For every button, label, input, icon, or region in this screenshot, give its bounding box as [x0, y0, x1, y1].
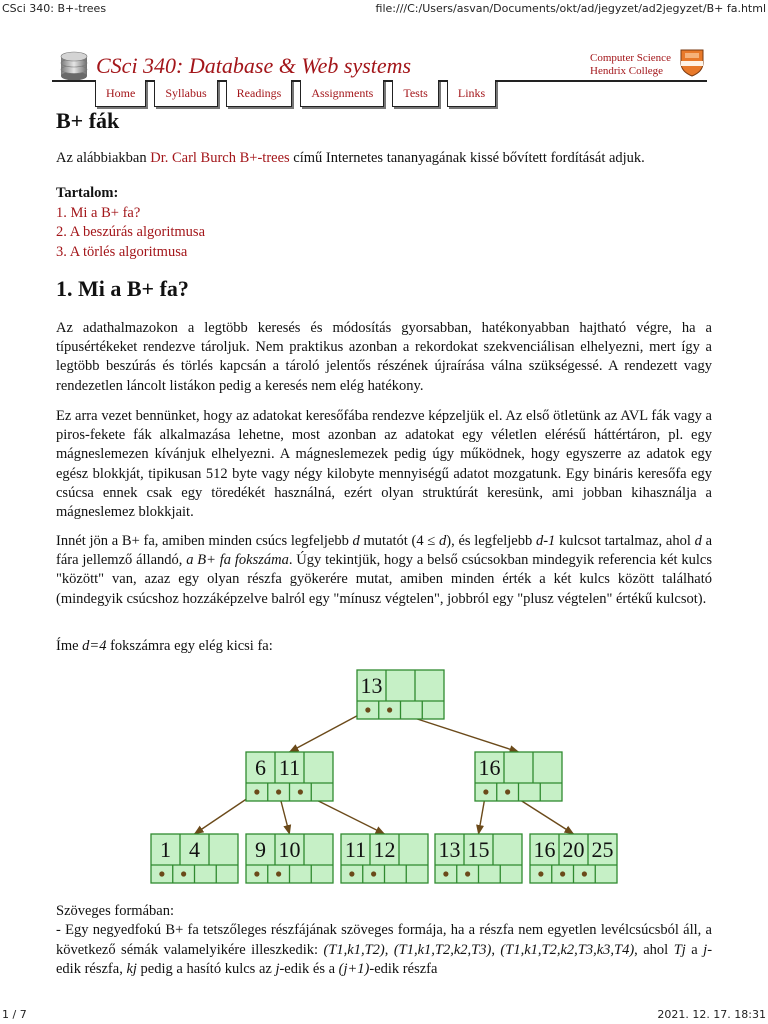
college-info — [590, 52, 671, 78]
main-nav — [95, 80, 496, 108]
course-code: CSci 340: — [96, 53, 184, 78]
p3-d1: d — [352, 533, 360, 549]
leaf-node-1-pointer-1 — [181, 871, 186, 876]
leaf-node-2-key-1: 10 — [278, 837, 301, 862]
leaf-node-3-pointer-1 — [371, 871, 376, 876]
root-node-pointer-1 — [387, 707, 392, 712]
p5-j2: j — [275, 961, 280, 978]
leaf-node-3 — [341, 834, 428, 883]
leaf-node-2-pointer-0 — [254, 871, 259, 876]
internal-node-left-pointer-0 — [254, 789, 259, 794]
internal-node-left-key-0: 6 — [255, 755, 266, 780]
p4-d4: d=4 — [82, 638, 107, 654]
leaf-node-1-key-1: 4 — [189, 837, 200, 862]
nav-home[interactable]: Home — [95, 80, 146, 107]
p3-d2: d — [439, 533, 447, 549]
p3-e: kulcsot tartalmaz, ahol — [555, 533, 695, 549]
site-title — [96, 53, 411, 79]
p3-fokszam: a B+ fa fokszáma — [186, 552, 289, 569]
toc-item-delete[interactable]: 3. A törlés algoritmusa — [56, 243, 188, 260]
print-datetime: 2021. 12. 17. 18:31 — [657, 1008, 766, 1021]
leaf-node-5-pointer-0 — [538, 871, 543, 876]
page-title: B+ fák — [56, 108, 120, 133]
p4-b: fokszámra egy elég kicsi fa: — [106, 638, 273, 654]
print-page-number: 1 / 7 — [2, 1008, 27, 1021]
leaf-node-4-key-0: 13 — [438, 837, 461, 862]
leaf-node-5-pointer-2 — [582, 871, 587, 876]
p4-a: Íme — [56, 638, 83, 654]
internal-node-right — [475, 752, 562, 801]
p5-f: -edik és a — [279, 961, 339, 978]
p5-a: - Egy negyedfokú B+ fa tetszőleges részfájának szöveges formája, ha a részfa nem egyetlen levélcsúcsból áll, a következő sémák valamelyikére illeszkedik: — [56, 922, 712, 958]
leaf-node-1 — [151, 834, 238, 883]
leaf-node-5 — [530, 834, 617, 883]
site-header — [52, 48, 712, 84]
course-name: Database & Web systems — [188, 53, 412, 78]
database-icon — [58, 50, 90, 82]
internal-node-left-key-1: 11 — [278, 755, 301, 780]
internal-node-left — [246, 752, 333, 801]
p3-f: a fára jellemző állandó, — [56, 533, 713, 569]
p3-d3: d — [694, 533, 702, 549]
leaf-node-4-key-1: 15 — [467, 837, 490, 862]
p5-kj: kj — [126, 961, 137, 978]
internal-node-right-key-0: 16 — [478, 755, 501, 780]
internal-node-left-pointer-1 — [276, 789, 281, 794]
leaf-node-2-pointer-1 — [276, 871, 281, 876]
paragraph-1: Az adathalmazokon a legtöbb keresés és módosítás gyorsabban, hatékonyabban hajtható végre, ha a típusértékeket rendezve tároljuk. Nem praktikus azonban a rekordokat szekvenciálisan elhelyezni, mert így a legtöbb beszúrás és törlés kapcsán a tároló jelentős részének újraírása válna szükségessé. A rendezett vagy rendezetlen láncolt listákon pedig a keresés nem elég hatékony. — [56, 320, 712, 394]
leaf-node-4 — [435, 834, 522, 883]
print-header — [0, 0, 768, 18]
leaf-node-3-pointer-0 — [349, 871, 354, 876]
p5-tj: Tj — [673, 941, 686, 958]
section-title: 1. Mi a B+ fa? — [56, 276, 189, 301]
leaf-node-5-pointer-1 — [560, 871, 565, 876]
college-crest-icon — [680, 49, 704, 77]
textual-form-body: - Egy negyedfokú B+ fa tetszőleges részfájának szöveges formája, ha a részfa nem egyetlen levélcsúcsból áll, a következő sémák valamelyikére illeszkedik: (T1,k1,T2), (T1,k1,T2,k2,T3), (T1,k1,T2,k2,T3,k3,T4), ahol Tj a j-edik részfa, kj pedig a hasító kulcs az j-edik és a (j+1)-edik részfa — [56, 922, 713, 978]
p3-a: Innét jön a B+ fa, amiben minden csúcs legfeljebb — [56, 533, 353, 549]
nav-links[interactable]: Links — [447, 80, 496, 107]
leaf-node-3-key-0: 11 — [344, 837, 367, 862]
p3-g: . Úgy tekintjük, hogy a belső csúcsokban mindegyik referencia két kulcs "között" van, azaz egy olyan részfa gyökerére mutat, amiben minden érték a két kulcs között található (mindegyik csúcshoz hozzáképzelve balról egy "mínusz végtelen", jobbról egy "plusz végtelen" értékű kulcsot). — [56, 552, 712, 607]
toc-item-what-is[interactable]: 1. Mi a B+ fa? — [56, 204, 141, 221]
nav-tests[interactable]: Tests — [392, 80, 439, 107]
leaf-node-1-pointer-0 — [159, 871, 164, 876]
paragraph-3 — [56, 532, 712, 609]
toc-title: Tartalom: — [56, 185, 119, 201]
table-of-contents — [56, 184, 205, 262]
leaf-node-5-key-0: 16 — [533, 837, 556, 862]
leaf-node-2-key-0: 9 — [255, 837, 266, 862]
p5-d: -edik részfa, — [56, 941, 713, 978]
leaf-node-4-pointer-0 — [443, 871, 448, 876]
leaf-node-3-key-1: 12 — [373, 837, 396, 862]
print-footer — [0, 1006, 768, 1024]
root-node-pointer-0 — [365, 707, 370, 712]
print-page-url: file:///C:/Users/asvan/Documents/okt/ad/jegyzet/ad2jegyzet/B+ fa.html — [375, 2, 766, 15]
paragraph-4 — [56, 637, 712, 656]
college-name: Hendrix College — [590, 65, 664, 77]
internal-node-right-pointer-1 — [505, 789, 510, 794]
p5-b: , ahol — [634, 941, 674, 958]
p5-g: -edik részfa — [369, 961, 438, 978]
bplus-tree-diagram — [140, 662, 630, 888]
root-node-key-0: 13 — [360, 673, 383, 698]
p3-b: mutatót (4 ≤ — [359, 533, 440, 549]
intro-text-after: című Internetes tananyagának kissé bővített fordítását adjuk. — [289, 150, 645, 166]
internal-node-right-pointer-0 — [483, 789, 488, 794]
p5-j: j — [703, 941, 708, 958]
print-page-title: CSci 340: B+-trees — [2, 2, 107, 15]
p5-j1: (j+1) — [338, 961, 370, 978]
p5-e: pedig a hasító kulcs az — [136, 961, 276, 978]
p3-c: ), és legfeljebb — [446, 533, 536, 549]
p3-dm1: d-1 — [535, 533, 556, 549]
p5-c: a — [685, 941, 704, 958]
edge-root-left — [290, 710, 368, 752]
paragraph-5 — [56, 902, 712, 980]
textual-form-heading: Szöveges formában: — [56, 903, 174, 919]
department-name: Computer Science — [590, 52, 671, 64]
p5-schema-1: (T1,k1,T2) — [323, 941, 385, 958]
nav-syllabus[interactable]: Syllabus — [154, 80, 217, 107]
root-node — [357, 670, 444, 719]
toc-item-insert[interactable]: 2. A beszúrás algoritmusa — [56, 224, 206, 240]
internal-node-left-pointer-2 — [298, 789, 303, 794]
intro-paragraph — [56, 150, 645, 167]
nav-readings[interactable]: Readings — [226, 80, 293, 107]
paragraph-2: Ez arra vezet bennünket, hogy az adatokat keresőfába rendezve képzeljük el. Az első ötletünk az AVL fák vagy a piros-fekete fák alkalmazása lehetne, most azonban az adatokat egy véletlen elérésű háttértáron, pl. egy mágneslemezen kívánjuk elhelyezni. A mágneslemezek pedig úgy működnek, hogy egyszerre az adatok egy egész blokkját, tipikusan 512 byte vagy négy kilobyte mennyiségű adatot mozgatunk. Egy bináris keresőfa egy csúcsa ennek csak egy töredékét használná, ezért olyan struktúrát keresünk, ami jobban kihasználja a mágneslemez blokkjait. — [56, 408, 712, 521]
nav-assignments[interactable]: Assignments — [300, 80, 384, 107]
p5-schema-2: (T1,k1,T2,k2,T3) — [393, 941, 492, 958]
intro-text-before: Az alábbiakban — [56, 150, 151, 166]
leaf-node-2 — [246, 834, 333, 883]
source-link[interactable]: Dr. Carl Burch B+-trees — [150, 150, 290, 166]
leaf-node-4-pointer-1 — [465, 871, 470, 876]
leaf-node-1-key-0: 1 — [160, 837, 171, 862]
p5-schema-3: (T1,k1,T2,k2,T3,k3,T4) — [500, 941, 635, 958]
leaf-node-5-key-1: 20 — [562, 837, 585, 862]
leaf-node-5-key-2: 25 — [591, 837, 614, 862]
tree-nodes — [151, 670, 617, 883]
